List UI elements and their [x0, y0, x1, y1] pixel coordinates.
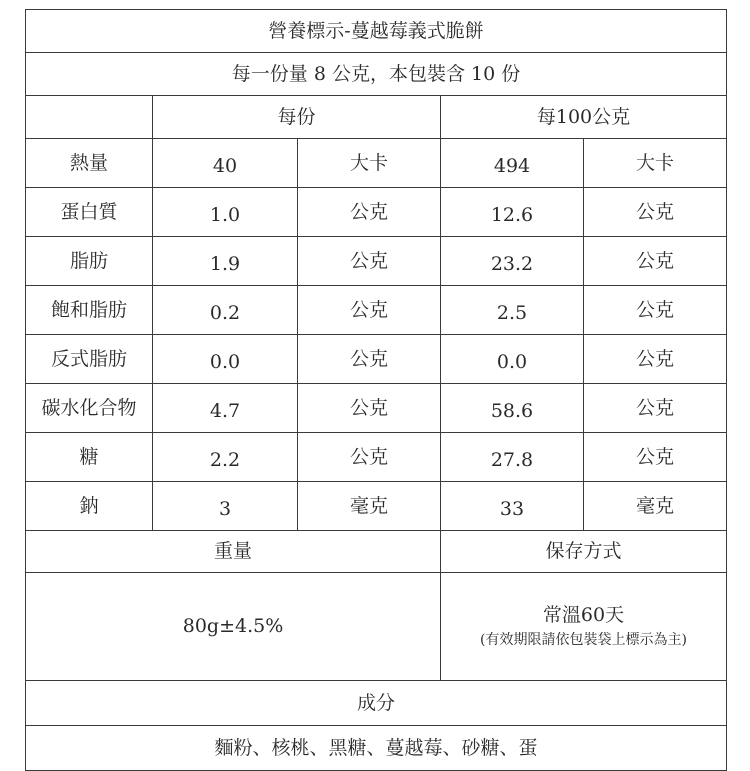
table-row — [26, 482, 727, 531]
per-100g-unit: 公克 — [584, 335, 727, 384]
nutrient-name: 反式脂肪 — [26, 335, 153, 384]
per-100g-value: 58.6 — [441, 384, 584, 433]
per-serving-value: 4.7 — [153, 384, 298, 433]
per-100g-unit: 公克 — [584, 433, 727, 482]
storage-note: (有效期限請依包裝袋上標示為主) — [480, 632, 687, 648]
per-serving-value: 2.2 — [153, 433, 298, 482]
per-serving-header: 每份 — [153, 96, 441, 139]
storage-value: 常溫60天 — [542, 604, 625, 627]
serving-info: 每一份量 8 公克，本包裝含 10 份 — [26, 53, 727, 96]
per-serving-unit: 公克 — [298, 286, 441, 335]
nutrition-table — [25, 9, 727, 771]
nutrient-name: 鈉 — [26, 482, 153, 531]
per-serving-unit: 毫克 — [298, 482, 441, 531]
per-serving-value: 0.2 — [153, 286, 298, 335]
per-100g-value: 2.5 — [441, 286, 584, 335]
nutrient-name: 碳水化合物 — [26, 384, 153, 433]
per-100g-value: 12.6 — [441, 188, 584, 237]
per-serving-unit: 公克 — [298, 188, 441, 237]
weight-value: 80g±4.5% — [26, 573, 441, 681]
ingredients-header: 成分 — [26, 681, 727, 726]
table-row — [26, 188, 727, 237]
per-100g-unit: 公克 — [584, 237, 727, 286]
table-row — [26, 139, 727, 188]
per-serving-unit: 公克 — [298, 335, 441, 384]
nutrient-name: 糖 — [26, 433, 153, 482]
per-100g-unit: 公克 — [584, 188, 727, 237]
nutrient-name: 脂肪 — [26, 237, 153, 286]
per-100g-unit: 公克 — [584, 286, 727, 335]
per-100g-unit: 毫克 — [584, 482, 727, 531]
weight-header: 重量 — [26, 531, 441, 573]
per-100g-unit: 大卡 — [584, 139, 727, 188]
per-100g-unit: 公克 — [584, 384, 727, 433]
table-title: 營養標示-蔓越莓義式脆餅 — [26, 10, 727, 53]
per-100g-value: 33 — [441, 482, 584, 531]
storage-header: 保存方式 — [441, 531, 727, 573]
table-row — [26, 237, 727, 286]
storage-cell — [441, 573, 727, 681]
table-row — [26, 335, 727, 384]
per-serving-value: 40 — [153, 139, 298, 188]
nutrient-name: 熱量 — [26, 139, 153, 188]
table-row — [26, 433, 727, 482]
per-serving-value: 1.0 — [153, 188, 298, 237]
per-100g-value: 23.2 — [441, 237, 584, 286]
per-serving-value: 0.0 — [153, 335, 298, 384]
per-serving-value: 3 — [153, 482, 298, 531]
per-100g-value: 0.0 — [441, 335, 584, 384]
per-serving-unit: 大卡 — [298, 139, 441, 188]
per-serving-unit: 公克 — [298, 237, 441, 286]
table-row — [26, 286, 727, 335]
per-100g-value: 494 — [441, 139, 584, 188]
per-serving-value: 1.9 — [153, 237, 298, 286]
per-serving-unit: 公克 — [298, 433, 441, 482]
per-100g-value: 27.8 — [441, 433, 584, 482]
table-row — [26, 384, 727, 433]
per-serving-unit: 公克 — [298, 384, 441, 433]
per-100g-header: 每100公克 — [441, 96, 727, 139]
ingredients-list: 麵粉、核桃、黑糖、蔓越莓、砂糖、蛋 — [26, 726, 727, 771]
nutrient-name: 飽和脂肪 — [26, 286, 153, 335]
header-blank — [26, 96, 153, 139]
nutrient-name: 蛋白質 — [26, 188, 153, 237]
